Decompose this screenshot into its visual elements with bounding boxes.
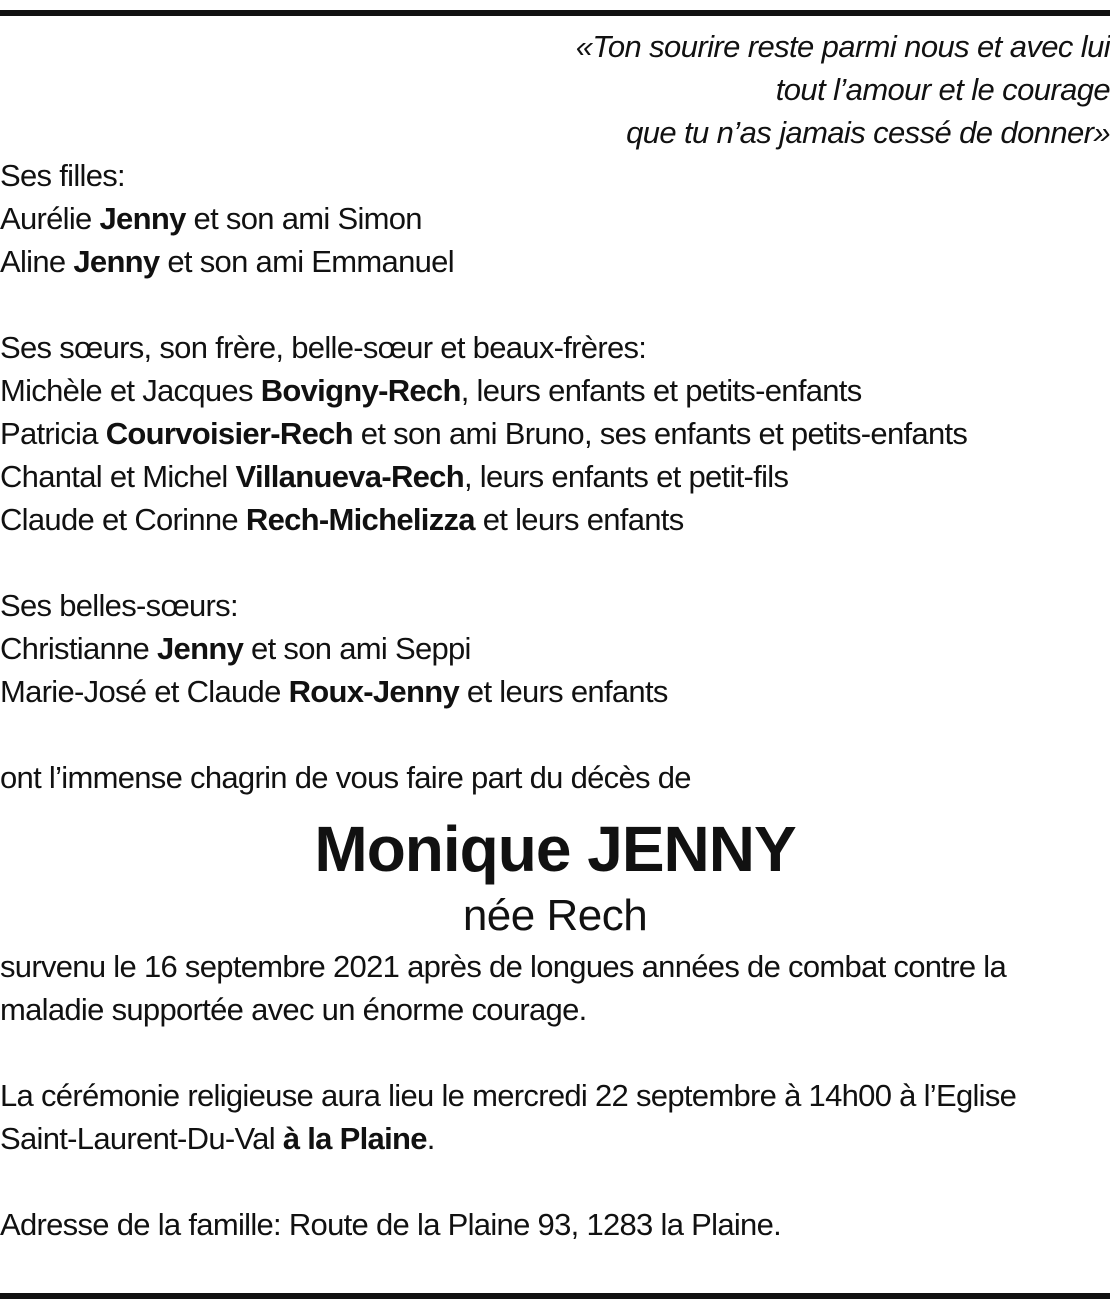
epigraph-line: que tu n’as jamais cessé de donner»	[626, 115, 1110, 150]
family-member-line: Michèle et Jacques Bovigny-Rech, leurs enfants et petits-enfants	[0, 373, 862, 408]
daughters-section	[0, 154, 1110, 283]
epigraph-line: tout l’amour et le courage	[775, 72, 1110, 107]
section-heading: Ses belles-sœurs:	[0, 588, 238, 623]
ceremony-details: La cérémonie religieuse aura lieu le mercredi 22 septembre à 14h00 à l’Eglise Saint-Laurent-Du-Val à la Plaine.	[0, 1078, 1017, 1156]
deceased-name: Monique JENNY	[314, 813, 796, 885]
epigraph-line: «Ton sourire reste parmi nous et avec lui	[575, 29, 1110, 64]
family-member-line: Marie-José et Claude Roux-Jenny et leurs enfants	[0, 674, 668, 709]
maiden-name: née Rech	[462, 891, 648, 940]
family-address: Adresse de la famille: Route de la Plaine 93, 1283 la Plaine.	[0, 1207, 782, 1242]
epigraph-quote	[0, 25, 1110, 154]
section-heading: Ses sœurs, son frère, belle-sœur et beaux-frères:	[0, 330, 647, 365]
family-member-line: Claude et Corinne Rech-Michelizza et leurs enfants	[0, 502, 684, 537]
bottom-border-rule	[0, 1293, 1110, 1299]
death-note: survenu le 16 septembre 2021 après de longues années de combat contre la maladie supportée avec un énorme courage.	[0, 949, 1007, 1027]
family-member-line: Aurélie Jenny et son ami Simon	[0, 201, 422, 236]
section-heading: Ses filles:	[0, 158, 125, 193]
family-member-line: Christianne Jenny et son ami Seppi	[0, 631, 471, 666]
family-member-line: Patricia Courvoisier-Rech et son ami Bruno, ses enfants et petits-enfants	[0, 416, 968, 451]
top-border-rule	[0, 10, 1110, 16]
ceremony-location: à la Plaine	[282, 1121, 427, 1156]
family-member-line: Chantal et Michel Villanueva-Rech, leurs enfants et petit-fils	[0, 459, 789, 494]
announcement-text: ont l’immense chagrin de vous faire part du décès de	[0, 760, 691, 795]
siblings-section	[0, 326, 1110, 541]
family-member-line: Aline Jenny et son ami Emmanuel	[0, 244, 454, 279]
sisters-in-law-section	[0, 584, 1110, 713]
obituary-notice	[0, 25, 1110, 1246]
